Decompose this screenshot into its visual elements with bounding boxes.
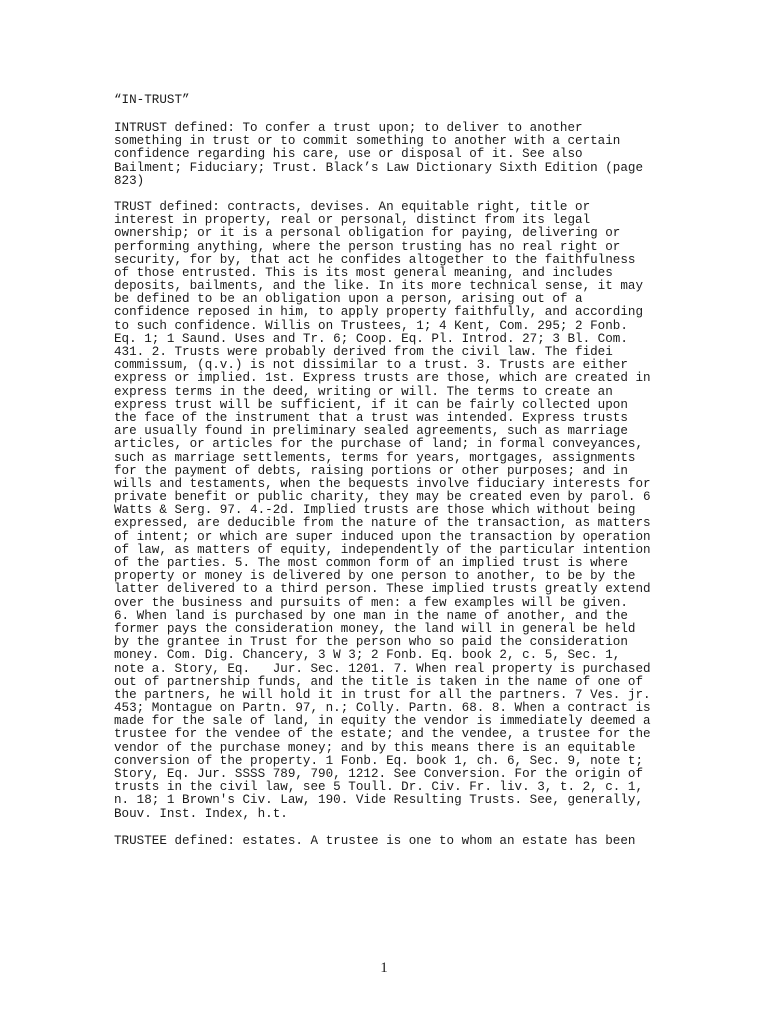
text-line: security, for by, that act he confides altogether to the faithfulness (114, 252, 636, 267)
text-line: be defined to be an obligation upon a person, arising out of a (114, 292, 583, 307)
paragraph-trust-definition (114, 201, 654, 821)
text-line: are usually found in preliminary sealed agreements, such as marriage (114, 424, 628, 439)
text-line: of the parties. 5. The most common form of an implied trust is where (114, 556, 628, 570)
text-line: 823) (114, 173, 145, 188)
text-line: made for the sale of land, in equity the vendor is immediately deemed a (114, 714, 651, 729)
text-line: express terms in the deed, writing or will. The terms to create an (114, 384, 613, 399)
text-line: something in trust or to commit something to another with a certain (114, 134, 621, 149)
text-line: interest in property, real or personal, distinct from its legal (114, 213, 591, 228)
text-line: out of partnership funds, and the title is taken in the name of one of (114, 674, 644, 689)
text-line: such as marriage settlements, terms for years, mortgages, assignments (114, 450, 636, 465)
text-line: Story, Eq. Jur. SSSS 789, 790, 1212. See Conversion. For the origin of (114, 767, 644, 781)
text-line: performing anything, where the person trusting has no real right or (114, 239, 621, 254)
text-line: INTRUST defined: To confer a trust upon; to deliver to another (114, 121, 583, 135)
paragraph-intrust-definition (114, 122, 654, 188)
text-line: confidence reposed in him, to apply property faithfully, and according (114, 305, 644, 320)
text-line: expressed, are deducible from the nature of the transaction, as matters (114, 516, 651, 531)
text-line: private benefit or public charity, they may be created even by parol. 6 (114, 490, 651, 505)
text-line: former pays the consideration money, the land will in general be held (114, 621, 636, 636)
text-line: 6. When land is purchased by one man in the name of another, and the (114, 608, 628, 623)
text-line: wills and testaments, when the bequests involve fiduciary interests for (114, 476, 651, 491)
text-line: TRUST defined: contracts, devises. An equitable right, title or (114, 199, 591, 214)
text-line: ownership; or it is a personal obligation for paying, delivering or (114, 226, 621, 241)
text-line: note a. Story, Eq. Jur. Sec. 1201. 7. When real property is purchased (114, 661, 651, 676)
text-line: the partners, he will hold it in trust for all the partners. 7 Ves. jr. (114, 687, 651, 702)
text-line: property or money is delivered by one person to another, to be by the (114, 569, 636, 584)
text-line: to such confidence. Willis on Trustees, 1; 4 Kent, Com. 295; 2 Fonb. (114, 318, 628, 333)
text-line: confidence regarding his care, use or disposal of it. See also (114, 147, 583, 162)
document-body (114, 94, 654, 848)
text-line: latter delivered to a third person. These implied trusts greatly extend (114, 582, 651, 597)
text-line: of intent; or which are super induced upon the transaction by operation (114, 529, 651, 544)
text-line: money. Com. Dig. Chancery, 3 W 3; 2 Fonb. Eq. book 2, c. 5, Sec. 1, (114, 648, 621, 663)
text-line: Watts & Serg. 97. 4.-2d. Implied trusts are those which without being (114, 503, 636, 518)
text-line: deposits, bailments, and the like. In its more technical sense, it may (114, 279, 644, 294)
text-line: articles, or articles for the purchase of land; in formal conveyances, (114, 437, 644, 452)
text-line: the face of the instrument that a trust was intended. Express trusts (114, 410, 628, 425)
text-line: Bailment; Fiduciary; Trust. Black’s Law Dictionary Sixth Edition (page (114, 160, 644, 175)
text-line: 431. 2. Trusts were probably derived from the civil law. The fidei (114, 345, 613, 359)
text-line: trusts in the civil law, see 5 Toull. Dr. Civ. Fr. liv. 3, t. 2, c. 1, (114, 780, 644, 795)
text-line: by the grantee in Trust for the person who so paid the consideration (114, 635, 628, 650)
text-line: trustee for the vendee of the estate; and the vendee, a trustee for the (114, 727, 651, 742)
text-line: over the business and pursuits of men: a few examples will be given. (114, 595, 628, 610)
text-line: 453; Montague on Partn. 97, n.; Colly. Partn. 68. 8. When a contract is (114, 701, 651, 716)
text-line: of law, as matters of equity, independently of the particular intention (114, 542, 651, 557)
page-number: 1 (380, 960, 388, 976)
text-line: conversion of the property. 1 Fonb. Eq. book 1, ch. 6, Sec. 9, note t; (114, 753, 644, 768)
text-line: n. 18; 1 Brown's Civ. Law, 190. Vide Resulting Trusts. See, generally, (114, 793, 644, 808)
text-line: for the payment of debts, raising portions or other purposes; and in (114, 463, 628, 478)
text-line: express or implied. 1st. Express trusts are those, which are created in (114, 371, 651, 386)
paragraph-trustee-definition (114, 835, 654, 848)
text-line: vendor of the purchase money; and by this means there is an equitable (114, 740, 636, 755)
text-line: of those entrusted. This is its most general meaning, and includes (114, 265, 613, 280)
text-line: Bouv. Inst. Index, h.t. (114, 806, 288, 821)
text-line: express trust will be sufficient, if it can be fairly collected upon (114, 397, 628, 412)
text-line: Eq. 1; 1 Saund. Uses and Tr. 6; Coop. Eq. Pl. Introd. 27; 3 Bl. Com. (114, 331, 628, 346)
text-line: TRUSTEE defined: estates. A trustee is one to whom an estate has been (114, 833, 636, 848)
text-line: commissum, (q.v.) is not dissimilar to a trust. 3. Trusts are either (114, 358, 628, 373)
document-heading: “IN-TRUST” (114, 93, 190, 107)
